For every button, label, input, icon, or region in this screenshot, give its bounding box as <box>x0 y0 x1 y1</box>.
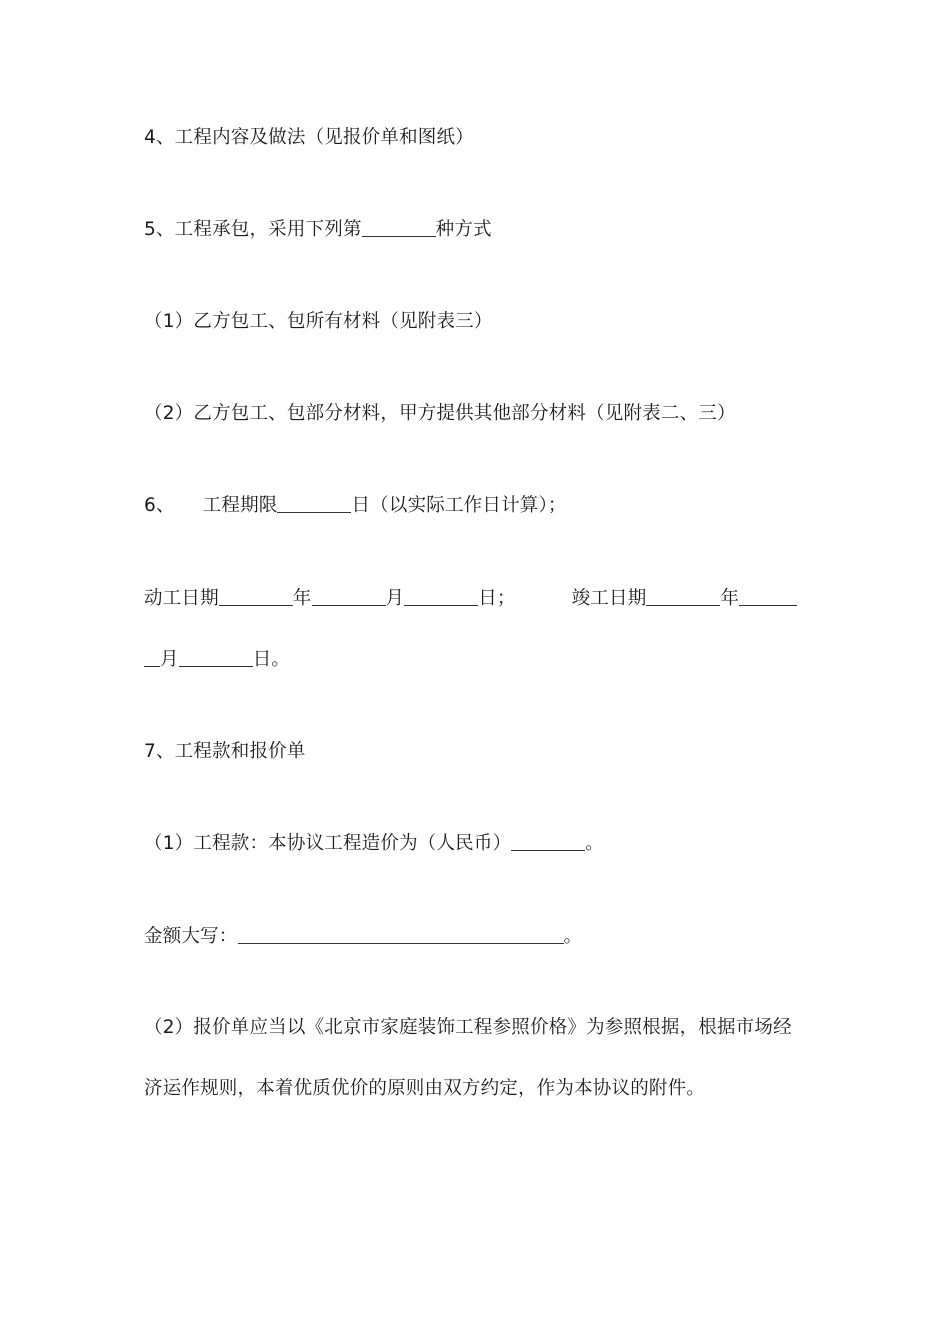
clause-5-option-2: （2）乙方包工、包部分材料，甲方提供其他部分材料（见附表二、三） <box>144 403 736 424</box>
month-label: 月 <box>385 588 405 609</box>
clause-5-text: 5、工程承包，采用下列第 <box>144 219 362 240</box>
amount-in-words <box>144 925 582 949</box>
start-date-label: 动工日期 <box>144 588 219 609</box>
end-month-label: 月 <box>160 649 179 670</box>
end-year-label: 年 <box>720 588 740 609</box>
start-year-blank <box>219 587 293 606</box>
end-month-blank-part2 <box>144 648 160 667</box>
contract-method-blank <box>362 218 436 237</box>
price-blank <box>511 832 585 851</box>
clause-5 <box>144 218 492 242</box>
clause-7-option-2-line-1: （2）报价单应当以《北京市家庭装饰工程参照价格》为参照根据，根据市场经 <box>144 1017 792 1038</box>
clause-5-option-1: （1）乙方包工、包所有材料（见附表三） <box>144 311 493 332</box>
clause-7: 7、工程款和报价单 <box>144 741 306 762</box>
day-label: 日； <box>478 588 516 609</box>
clause-6-text: 工程期限 <box>202 495 278 516</box>
start-day-blank <box>404 587 478 606</box>
end-year-blank <box>646 587 720 606</box>
year-label: 年 <box>292 588 312 609</box>
clause-6-number: 6、 <box>144 495 175 516</box>
dates-line-1 <box>144 587 797 611</box>
end-date-label: 竣工日期 <box>571 588 647 609</box>
start-month-blank <box>312 587 386 606</box>
price-text: （1）工程款：本协议工程造价为（人民币） <box>144 833 512 854</box>
clause-6 <box>144 494 567 518</box>
end-month-blank-part1 <box>739 587 797 606</box>
clause-6-suffix: 日（以实际工作日计算）； <box>351 495 567 516</box>
end-day-blank <box>179 648 253 667</box>
amount-suffix: 。 <box>563 926 583 947</box>
amount-blank <box>238 925 564 944</box>
clause-5-suffix: 种方式 <box>435 219 492 240</box>
price-suffix: 。 <box>585 833 604 854</box>
amount-label: 金额大写： <box>144 926 238 947</box>
clause-7-option-2-line-2: 济运作规则，本着优质优价的原则由双方约定，作为本协议的附件。 <box>144 1078 706 1099</box>
dates-line-2 <box>144 648 290 672</box>
clause-4: 4、工程内容及做法（见报价单和图纸） <box>144 127 474 148</box>
clause-7-option-1 <box>144 832 604 856</box>
end-day-label: 日。 <box>252 649 291 670</box>
duration-blank <box>277 494 351 513</box>
